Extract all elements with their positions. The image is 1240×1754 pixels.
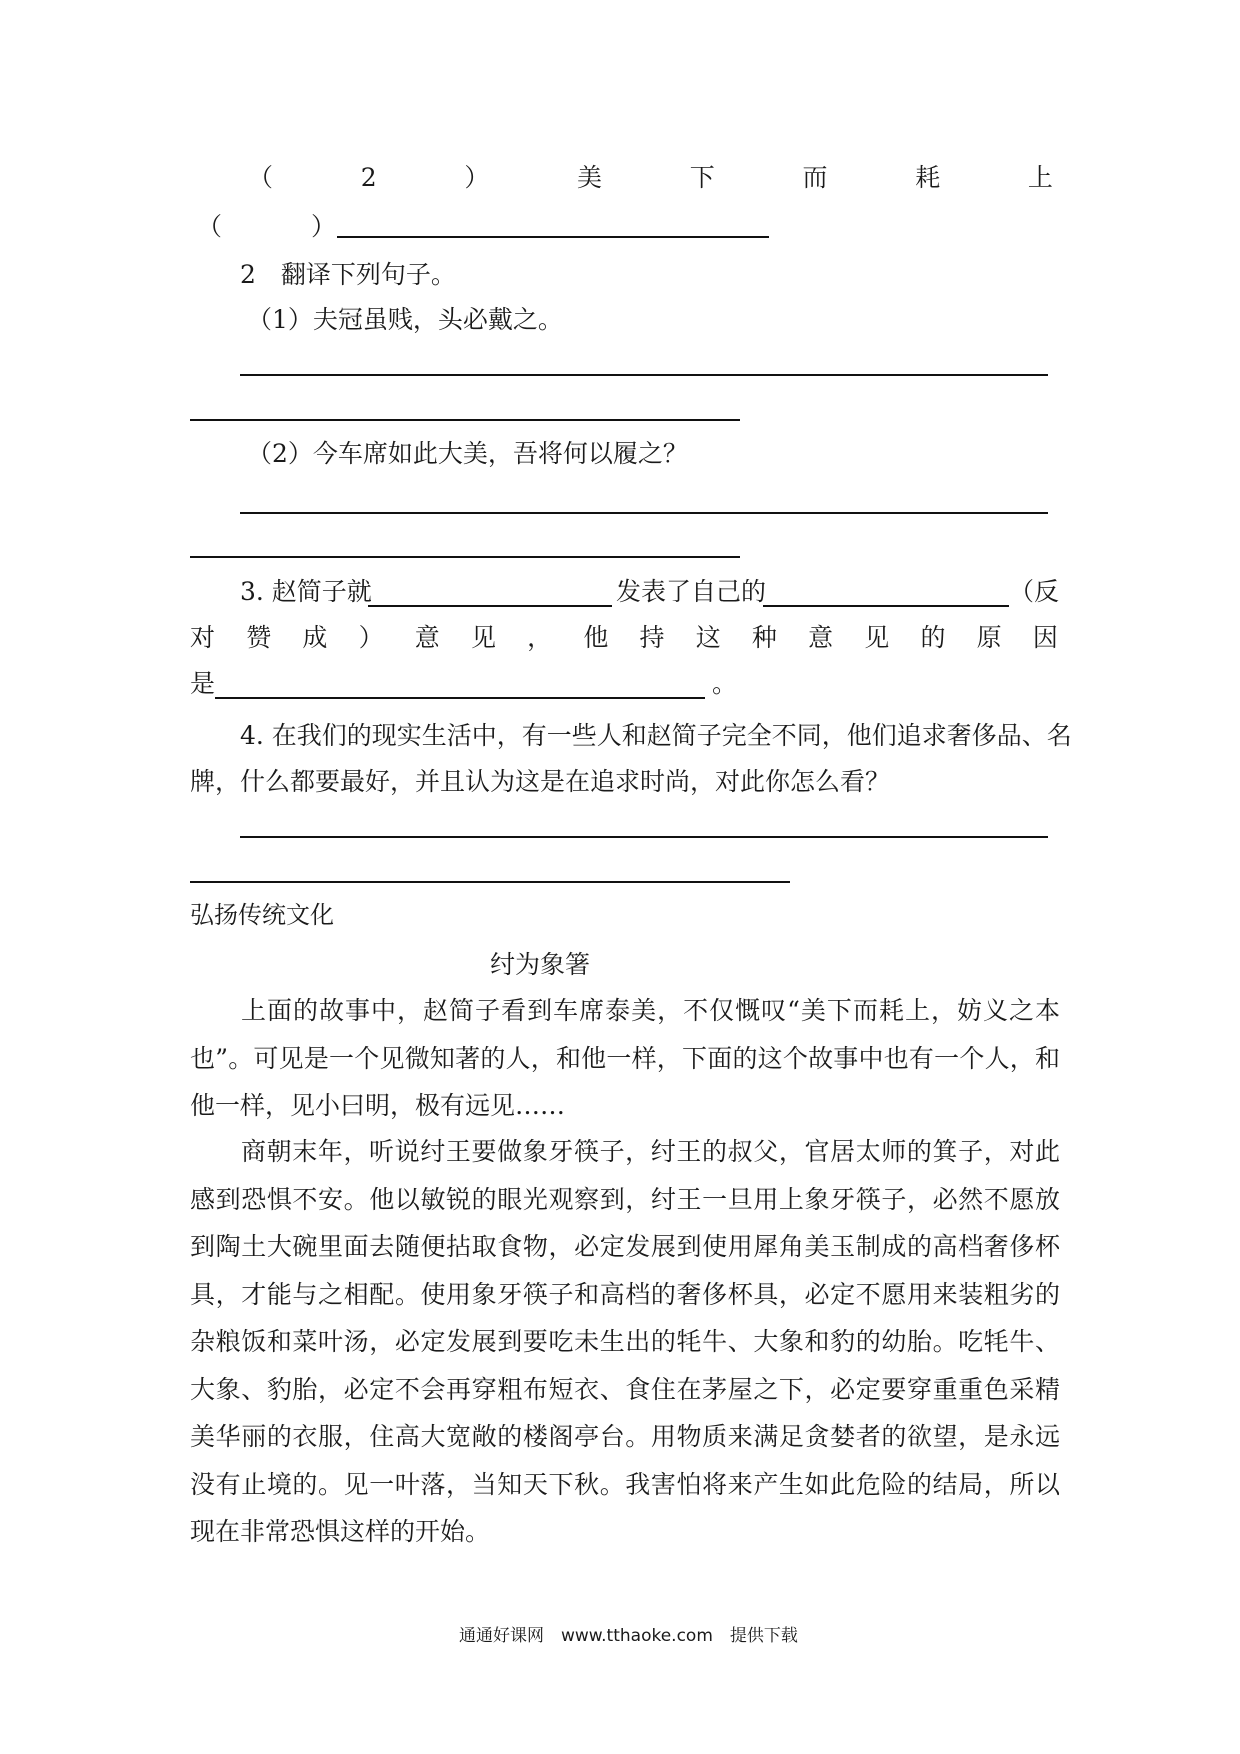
q2-sentence-1: （1）夫冠虽贱，头必戴之。 (247, 305, 563, 334)
q1-item2-open-paren: （ (197, 212, 223, 241)
spread-char: 见 (470, 623, 496, 652)
q4-answer-line-1[interactable] (240, 836, 1048, 838)
spread-char: 而 (802, 163, 828, 192)
q4-answer-line-2[interactable] (190, 881, 790, 883)
q1-item2-close-paren: ） (311, 212, 337, 241)
spread-char: 种 (751, 623, 777, 652)
q2-sentence-2: （2）今车席如此大美，吾将何以履之？ (247, 439, 688, 468)
spread-char: 对 (190, 623, 216, 652)
q2-title: 2 翻译下列句子。 (240, 260, 456, 289)
spread-char: 这 (695, 623, 721, 652)
q3-part3: （反 (1009, 577, 1060, 606)
q2-s1-answer-line-2[interactable] (190, 419, 740, 421)
story-paragraph-2: 商朝末年，听说纣王要做象牙筷子，纣王的叔父，官居太师的箕子，对此感到恐惧不安。他以敏锐的眼光观察到，纣王一旦用上象牙筷子，必然不愿放到陶土大碗里面去随便拈取食物，必定发展到使用犀角美玉制成的高档奢侈杯具，才能与之相配。使用象牙筷子和高档的奢侈杯具，必定不愿用来装粗劣的杂粮饭和菜叶汤，必定发展到要吃未生出的牦牛、大象和豹的幼胎。吃牦牛、大象、豹胎，必定不会再穿粗布短衣、食住在茅屋之下，必定要穿重重色采精美华丽的衣服，住高大宽敞的楼阁亭台。用物质来满足贪婪者的欲望，是永远没有止境的。见一叶落，当知天下秋。我害怕将来产生如此危险的结局，所以现在非常恐惧这样的开始。 (190, 1137, 1060, 1546)
spread-char: 意 (808, 623, 834, 652)
spread-char: ） (464, 163, 490, 192)
q1-item2-answer-line[interactable] (337, 236, 769, 238)
story-paragraph-1: 上面的故事中，赵简子看到车席泰美，不仅慨叹“美下而耗上，妨义之本也”。可见是一个见微知著的人，和他一样，下面的这个故事中也有一个人，和他一样，见小曰明，极有远见…… (190, 996, 1060, 1120)
spread-char: 见 (864, 623, 890, 652)
section-heading: 弘扬传统文化 (190, 901, 334, 929)
q3-line3-end: 。 (712, 669, 738, 698)
q2-s1-answer-line-1[interactable] (240, 374, 1048, 376)
spread-char: 因 (1032, 623, 1058, 652)
q3-blank-3[interactable] (215, 697, 705, 699)
spread-char: 上 (1027, 163, 1053, 192)
q2-s2-answer-line-1[interactable] (240, 512, 1048, 514)
spread-char: 下 (689, 163, 715, 192)
q3-part1: 3. 赵简子就 (240, 577, 372, 606)
spread-char: 持 (639, 623, 665, 652)
spread-char: （ (248, 163, 274, 192)
q4-line-2: 牌，什么都要最好，并且认为这是在追求时尚，对此你怎么看？ (190, 767, 891, 796)
spread-char: 赞 (246, 623, 272, 652)
spread-char: 耗 (915, 163, 941, 192)
q1-item2-spread-line (248, 161, 1053, 195)
q3-spread-line (190, 621, 1058, 655)
spread-char: 2 (360, 163, 377, 192)
q3-line3-start: 是 (190, 669, 216, 698)
story-title: 纣为象箸 (490, 950, 591, 979)
spread-char: 美 (577, 163, 603, 192)
spread-char: ， (527, 623, 553, 652)
spread-char: ） (358, 623, 384, 652)
spread-char: 原 (976, 623, 1002, 652)
page-footer: 通通好课网 www.tthaoke.com 提供下载 (459, 1626, 798, 1646)
spread-char: 成 (302, 623, 328, 652)
q3-blank-1[interactable] (368, 605, 612, 607)
q3-blank-2[interactable] (763, 605, 1009, 607)
spread-char: 意 (414, 623, 440, 652)
spread-char: 他 (583, 623, 609, 652)
q4-line-1: 4. 在我们的现实生活中，有一些人和赵简子完全不同，他们追求奢侈品、名 (240, 721, 1072, 750)
q2-s2-answer-line-2[interactable] (190, 556, 740, 558)
q3-part2: 发表了自己的 (616, 577, 767, 606)
spread-char: 的 (920, 623, 946, 652)
